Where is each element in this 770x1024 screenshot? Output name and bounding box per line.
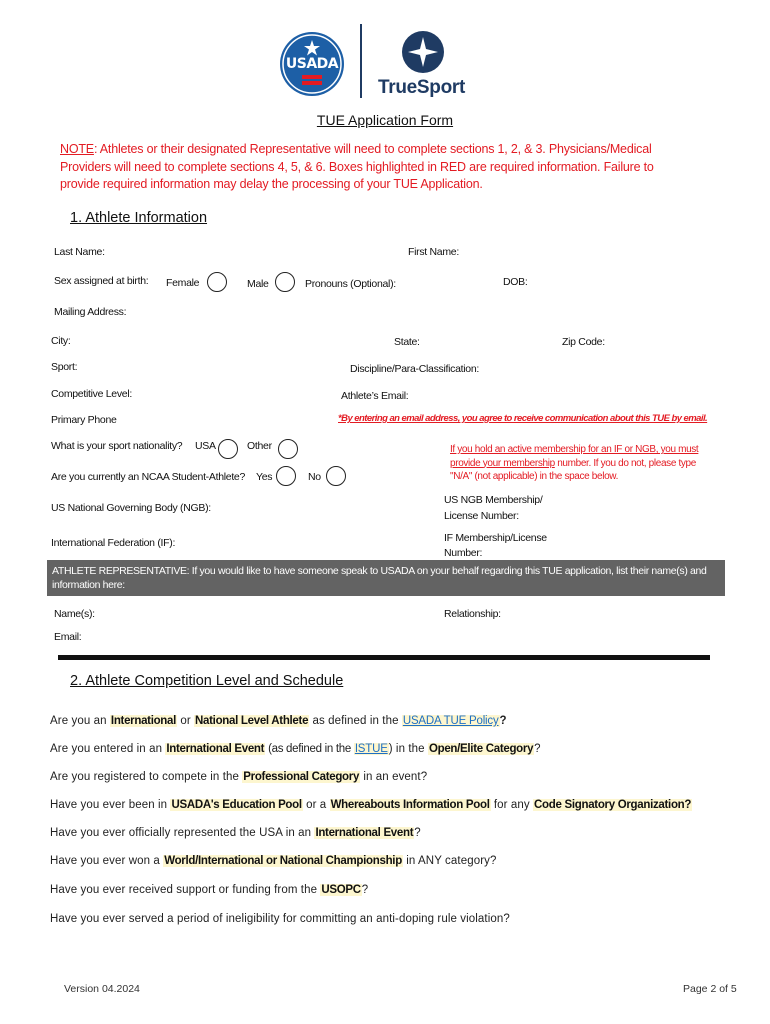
istue-link[interactable]: ISTUE [354, 743, 388, 755]
question-3 [50, 771, 427, 783]
representative-banner-line-1: ATHLETE REPRESENTATIVE: If you would like to have someone speak to USADA on your behalf regarding this TUE application, list their name(s) and [52, 565, 707, 577]
q4-text-c: or a [302, 799, 330, 811]
if-membership-line-2: Number: [444, 547, 483, 559]
usada-logo [280, 30, 344, 98]
q4-code-signatory-term: Code Signatory Organization? [534, 799, 692, 811]
email-consent-notice: *By entering an email address, you agree to receive communication about this TUE by email. [338, 413, 708, 424]
section-divider [58, 655, 710, 660]
if-label: International Federation (IF): [51, 537, 176, 549]
nationality-label: What is your sport nationality? [51, 440, 183, 452]
usa-label: USA [195, 440, 216, 452]
q2-text-c: (as defined in the [265, 743, 354, 755]
q3-professional-category-term: Professional Category [243, 771, 360, 783]
names-label: Name(s): [54, 608, 95, 620]
state-label: State: [394, 336, 420, 348]
q8-text-a: Have you ever served a period of ineligibility for committing an anti-doping rule violation? [50, 913, 510, 925]
question-4 [50, 799, 692, 811]
q6-championship-term: World/International or National Championship [164, 855, 402, 867]
first-name-label: First Name: [408, 246, 459, 258]
q1-text-a: Are you an [50, 715, 110, 727]
logo-divider [360, 24, 362, 98]
q1-text-e: as defined in the [309, 715, 402, 727]
membership-note-line-2a: provide your membership [450, 457, 555, 469]
q2-text-g: ? [534, 743, 541, 755]
membership-note [450, 443, 698, 484]
question-8 [50, 913, 510, 925]
q4-text-e: for any [490, 799, 534, 811]
q3-text-c: in an event? [360, 771, 428, 783]
truesport-logo-text: TrueSport [378, 77, 466, 98]
ngb-label: US National Governing Body (NGB): [51, 502, 211, 514]
q6-text-a: Have you ever won a [50, 855, 164, 867]
primary-phone-label: Primary Phone [51, 414, 117, 426]
footer-page-number: Page 2 of 5 [683, 983, 737, 995]
usada-logo-text: USADA [285, 56, 339, 72]
usa-radio[interactable] [218, 439, 238, 459]
truesport-star-icon [401, 30, 445, 74]
q2-international-event-term: International Event [166, 743, 265, 755]
q1-international-term: International [110, 715, 177, 727]
q2-text-a: Are you entered in an [50, 743, 166, 755]
ncaa-no-radio[interactable] [326, 466, 346, 486]
q7-text-a: Have you ever received support or funding from the [50, 884, 321, 896]
competitive-level-label: Competitive Level: [51, 388, 132, 400]
male-radio[interactable] [275, 272, 295, 292]
note-prefix: NOTE [60, 142, 94, 156]
form-title: TUE Application Form [316, 112, 454, 128]
representative-banner [47, 560, 725, 596]
q5-international-event-term: International Event [315, 827, 414, 839]
female-radio[interactable] [207, 272, 227, 292]
q1-text-c: or [177, 715, 195, 727]
membership-note-line-3: "N/A" (not applicable) in the space below. [450, 471, 619, 482]
dob-label: DOB: [503, 276, 528, 288]
city-label: City: [51, 335, 71, 347]
question-6 [50, 855, 496, 867]
other-radio[interactable] [278, 439, 298, 459]
sex-label: Sex assigned at birth: [54, 275, 149, 287]
q7-usopc-term: USOPC [321, 884, 361, 896]
usada-tue-policy-link[interactable]: USADA TUE Policy [402, 715, 499, 727]
membership-note-line-1: If you hold an active membership for an IF or NGB, you must [450, 444, 699, 455]
ngb-membership-line-1: US NGB Membership/ [444, 494, 543, 506]
question-7 [50, 884, 368, 896]
section-1-heading: 1. Athlete Information [70, 210, 208, 226]
relationship-label: Relationship: [444, 608, 501, 620]
if-membership-label [444, 531, 547, 561]
other-label: Other [247, 440, 272, 452]
sport-label: Sport: [51, 361, 78, 373]
athlete-email-label: Athlete’s Email: [341, 390, 409, 402]
ncaa-yes-radio[interactable] [276, 466, 296, 486]
question-2 [50, 743, 541, 755]
female-label: Female [166, 277, 200, 289]
q4-whereabouts-pool-term: Whereabouts Information Pool [330, 799, 490, 811]
zip-code-label: Zip Code: [562, 336, 605, 348]
q1-national-level-term: National Level Athlete [195, 715, 309, 727]
representative-banner-line-2: information here: [52, 579, 125, 591]
ngb-membership-line-2: License Number: [444, 510, 519, 522]
no-label: No [308, 471, 321, 483]
footer-version: Version 04.2024 [64, 983, 140, 995]
q1-text-g: ? [499, 715, 507, 727]
ncaa-label: Are you currently an NCAA Student-Athlete? [51, 471, 246, 483]
last-name-label: Last Name: [54, 246, 105, 258]
mailing-address-label: Mailing Address: [54, 306, 127, 318]
membership-note-line-2b: number. If you do not, please type [554, 457, 696, 469]
ngb-membership-label [444, 492, 542, 524]
if-membership-line-1: IF Membership/License [444, 532, 547, 544]
q7-text-c: ? [361, 884, 369, 896]
note-line-1: : Athletes or their designated Representative will need to complete sections 1, 2, & 3. Physicians/Medical [93, 142, 652, 156]
note-paragraph [60, 141, 654, 194]
pronouns-label: Pronouns (Optional): [305, 278, 396, 290]
note-line-3: provide required information may delay the processing of your TUE Application. [60, 177, 483, 191]
q4-text-a: Have you ever been in [50, 799, 171, 811]
q6-text-c: in ANY category? [402, 855, 497, 867]
yes-label: Yes [256, 471, 273, 483]
note-line-2: Providers will need to complete sections 4, 5, & 6. Boxes highlighted in RED are required information. Failure to [60, 159, 654, 174]
q2-open-elite-term: Open/Elite Category [428, 743, 534, 755]
question-5 [50, 827, 421, 839]
q5-text-a: Have you ever officially represented the USA in an [50, 827, 315, 839]
q2-text-e: ) in the [388, 743, 428, 755]
question-1 [50, 715, 507, 727]
q3-text-a: Are you registered to compete in the [50, 771, 243, 783]
section-2-heading: 2. Athlete Competition Level and Schedule [70, 673, 344, 689]
q5-text-c: ? [414, 827, 421, 839]
q4-education-pool-term: USADA's Education Pool [171, 799, 302, 811]
email-label: Email: [54, 631, 82, 643]
discipline-label: Discipline/Para-Classification: [350, 363, 479, 375]
male-label: Male [247, 278, 269, 290]
